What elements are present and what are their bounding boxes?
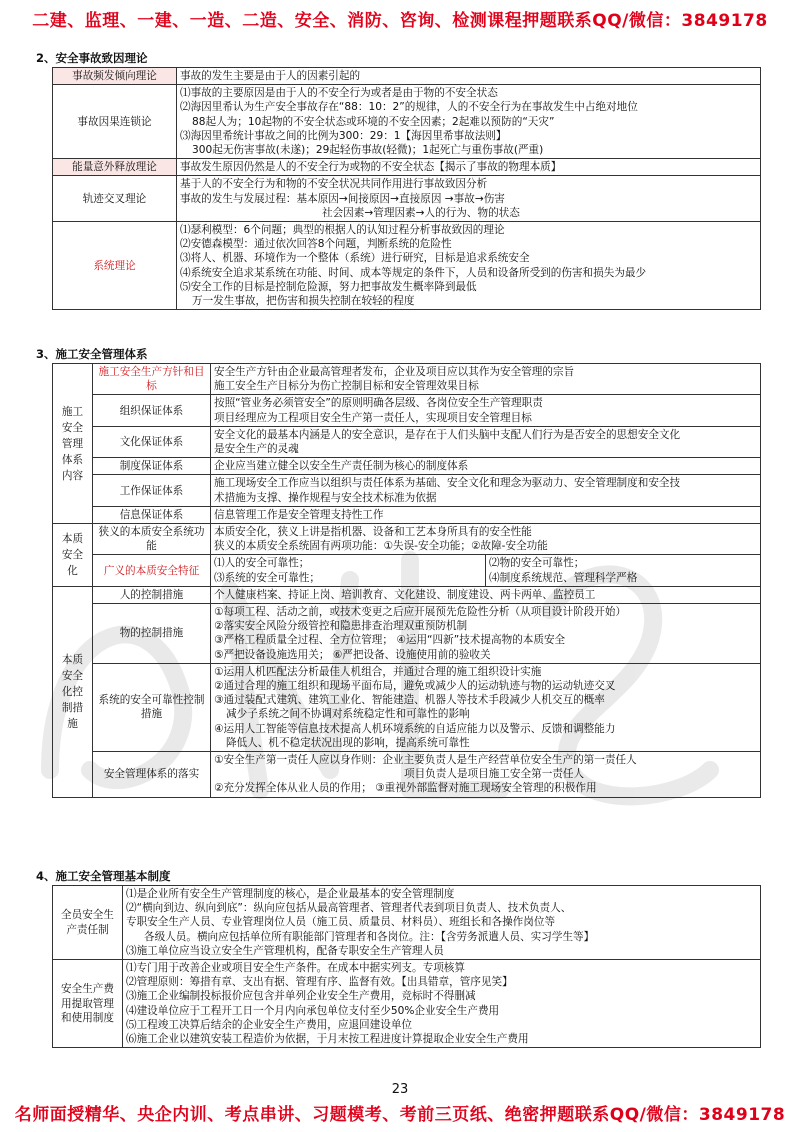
row-content <box>177 85 761 159</box>
row-content <box>486 555 761 586</box>
content-line: 施工安全生产目标分为伤亡控制目标和安全管理效果目标 <box>214 380 479 393</box>
group-label <box>53 524 93 587</box>
content-line: ⑷制度系统规范、管理科学严格 <box>489 571 638 584</box>
content-line: 基于人的不安全行为和物的不安全状况共同作用进行事故致因分析 <box>180 178 488 191</box>
content-line: 社会因素→管理因素→人的行为、物的状态 <box>322 206 520 219</box>
accident-causation-table <box>52 67 761 310</box>
basic-system-table <box>52 885 761 1048</box>
content-line: ⑴专门用于改善企业或项目安全生产条件。在成本中据实列支。专项核算 <box>126 962 465 975</box>
content-line: 本质安全化，狭义上讲是指机器、设备和工艺本身所具有的安全性能 <box>214 526 532 539</box>
table-row <box>53 458 761 475</box>
content-line: 项目经理应为工程项目安全生产第一责任人，实现项目安全管理目标 <box>214 411 532 424</box>
row-content <box>177 176 761 222</box>
row-key: 事故频发倾向理论 <box>53 68 177 85</box>
table-row <box>53 176 761 222</box>
group-label <box>53 364 93 524</box>
row-key: 安全管理体系的落实 <box>93 752 211 798</box>
section-4-title: 4、施工安全管理基本制度 <box>36 869 171 883</box>
content-line: 88起人为；10起物的不安全状态或环境的不安全因素；2起难以预防的“天灾” <box>192 115 555 128</box>
table-row <box>53 663 761 751</box>
group-label-text: 施工安全管理体系内容 <box>61 405 84 482</box>
content-line: ④运用人工智能等信息技术提高人机环境系统的自适应能力以及警示、反馈和调整能力 <box>214 722 616 735</box>
content-line: ⑵“横向到边、纵向到底”：纵向应包括从最高管理者、管理者代表到项目负责人、技术负责人、 <box>126 902 572 915</box>
row-content <box>211 426 761 457</box>
page-number: 23 <box>391 1082 409 1097</box>
row-content <box>211 604 761 664</box>
content-line: ①每项工程、活动之前，或技术变更之后应开展预先危险性分析（从项目设计阶段开始） <box>214 606 627 619</box>
row-content <box>123 960 761 1048</box>
content-line: 是安全生产的灵魂 <box>214 443 299 456</box>
table-row <box>53 886 761 960</box>
row-key: 能量意外释放理论 <box>53 159 177 176</box>
content-line: 术措施为支撑、操作规程与安全技术标准为依据 <box>214 491 437 504</box>
content-line: ③通过装配式建筑、建筑工业化、智能建造、机器人等技术手段减少人机交互的概率 <box>214 694 605 707</box>
content-line: ⑤严把设备设施选用关； ⑥严把设备、设施使用前的验收关 <box>214 648 491 661</box>
table-row <box>53 524 761 555</box>
row-content <box>211 663 761 751</box>
content-line: ⑴是企业所有安全生产管理制度的核心，是企业最基本的安全管理制度 <box>126 888 455 900</box>
row-content <box>177 68 761 85</box>
row-key: 制度保证体系 <box>93 458 211 475</box>
table-row <box>53 752 761 798</box>
row-key: 组织保证体系 <box>93 395 211 426</box>
table-row <box>53 222 761 310</box>
row-key: 全员安全生产责任制 <box>53 886 123 960</box>
content-line: ②落实安全风险分级管控和隐患排查治理双重预防机制 <box>214 620 468 633</box>
table-row <box>53 475 761 506</box>
row-key: 轨迹交叉理论 <box>53 176 177 222</box>
row-content <box>211 395 761 426</box>
content-line: ⑴人的安全可靠性； <box>214 557 310 570</box>
table-row <box>53 586 761 603</box>
row-key: 人的控制措施 <box>93 586 211 603</box>
content-line: 万一发生事故，把伤害和损失控制在较轻的程度 <box>192 295 415 308</box>
content-line: 事故的发生与发展过程：基本原因→间接原因→直接原因 →事故→伤害 <box>180 192 505 205</box>
content-line: ⑷系统安全追求某系统在功能、时间、成本等规定的条件下，人员和设备所受到的伤害和损失为最少 <box>180 266 647 279</box>
row-content <box>211 506 761 523</box>
content-line: 事故的发生主要是由于人的因素引起的 <box>180 70 361 82</box>
content-line: 300起无伤害事故(未遂)；29起轻伤事故(轻微)；1起死亡与重伤事故(严重) <box>192 144 544 157</box>
content-line: 项目负责人是项目施工安全第一责任人 <box>404 768 585 781</box>
row-key: 施工安全生产方针和目标 <box>93 364 211 395</box>
content-line: ⑶系统的安全可靠性； <box>214 571 320 584</box>
content-line: 狭义的本质安全系统固有两项功能：①失误-安全功能；②故障-安全功能 <box>214 540 548 553</box>
content-line: 信息管理工作是安全管理支持性工作 <box>214 508 384 521</box>
row-key: 文化保证体系 <box>93 426 211 457</box>
row-key: 广义的本质安全特征 <box>93 555 211 586</box>
section-2-title: 2、安全事故致因理论 <box>36 51 148 65</box>
content-line: ③严格工程质量全过程、全方位管理； ④运用“四新”技术提高物的本质安全 <box>214 634 566 647</box>
header-banner: 二建、监理、一建、一造、二造、安全、消防、咨询、检测课程押题联系QQ/微信：3849178 <box>32 11 768 31</box>
content-line: 施工现场安全工作应当以组织与责任体系为基础、安全文化和理念为驱动力、安全管理制度和安全技 <box>214 477 681 490</box>
content-line: ②充分发挥全体从业人员的作用； ③重视外部监督对施工现场安全管理的积极作用 <box>214 782 597 795</box>
row-key: 安全生产费用提取管理和使用制度 <box>53 960 123 1048</box>
row-content <box>211 458 761 475</box>
row-key: 事故因果连锁论 <box>53 85 177 159</box>
row-content <box>177 159 761 176</box>
row-key: 信息保证体系 <box>93 506 211 523</box>
table-row <box>53 364 761 395</box>
content-line: ⑶施工企业编制投标报价应包含并单列企业安全生产费用，竞标时不得删减 <box>126 990 476 1003</box>
table-row <box>53 85 761 159</box>
content-line: 专职安全生产人员、专业管理岗位人员（施工员、质量员、材料员）、班组长和各操作岗位等 <box>126 916 556 929</box>
row-content <box>177 222 761 310</box>
content-line: ⑶将人、机器、环境作为一个整体（系统）进行研究，目标是追求系统安全 <box>180 252 530 265</box>
row-content <box>211 586 761 603</box>
content-line: ②通过合理的施工组织和现场平面布局，避免或减少人的运动轨迹与物的运动轨迹交叉 <box>214 680 616 693</box>
row-key: 系统理论 <box>53 222 177 310</box>
section-3-title: 3、施工安全管理体系 <box>36 347 148 361</box>
content-line: 安全生产方针由企业最高管理者发布，企业及项目应以其作为安全管理的宗旨 <box>214 366 575 378</box>
content-line: 个人健康档案、持证上岗、培训教育、文化建设、制度建设、两卡两单、监控员工 <box>214 588 596 601</box>
content-line: 减少子系统之间不协调对系统稳定性和可靠性的影响 <box>226 708 470 721</box>
table-row <box>53 426 761 457</box>
row-content <box>211 752 761 798</box>
footer-banner: 名师面授精华、央企内训、考点串讲、习题模考、考前三页纸、绝密押题联系QQ/微信：3849178 <box>14 1105 786 1125</box>
group-label-text: 本质安全化控制措施 <box>61 653 84 730</box>
content-line: ⑶施工单位应当设立安全生产管理机构，配备专职安全生产管理人员 <box>126 944 444 957</box>
table-row <box>53 604 761 664</box>
content-line: ①安全生产第一责任人应以身作则：企业主要负责人是生产经营单位安全生产的第一责任人 <box>214 754 637 767</box>
table-row <box>53 395 761 426</box>
row-key: 狭义的本质安全系统功能 <box>93 524 211 555</box>
content-line: 降低人、机不稳定状况出现的影响，提高系统可靠性 <box>226 736 470 749</box>
content-line: ⑵管理原则：筹措有章、支出有据、管理有序、监督有效。【出具错章，管序见笑】 <box>126 976 513 989</box>
row-content <box>211 524 761 555</box>
content-line: ⑴事故的主要原因是由于人的不安全行为或者是由于物的不安全状态 <box>180 87 498 100</box>
row-content <box>211 555 486 586</box>
table-row <box>53 68 761 85</box>
content-line: ⑸工程竣工决算后结余的企业安全生产费用，应退回建设单位 <box>126 1018 413 1031</box>
row-content <box>211 364 761 395</box>
content-line: 企业应当建立健全以安全生产责任制为核心的制度体系 <box>214 460 469 473</box>
row-content <box>211 475 761 506</box>
row-key: 工作保证体系 <box>93 475 211 506</box>
content-line: 事故发生原因仍然是人的不安全行为或物的不安全状态【揭示了事故的物理本质】 <box>180 161 562 174</box>
content-line: 安全文化的最基本内涵是人的安全意识，是存在于人们头脑中支配人们行为是否安全的思想安全文化 <box>214 428 681 441</box>
content-line: ⑹施工企业以建筑安装工程造价为依据，于月末按工程进度计算提取企业安全生产费用 <box>126 1033 529 1046</box>
table-row <box>53 506 761 523</box>
table-row <box>53 555 761 586</box>
content-line: ⑷建设单位应于工程开工日一个月内向承包单位支付至少50%企业安全生产费用 <box>126 1004 500 1017</box>
table-row <box>53 159 761 176</box>
row-key: 物的控制措施 <box>93 604 211 664</box>
content-line: ⑵物的安全可靠性； <box>489 557 585 570</box>
content-line: 按照“管业务必须管安全”的原则明确各层级、各岗位安全生产管理职责 <box>214 397 543 410</box>
row-key: 系统的安全可靠性控制措施 <box>93 663 211 751</box>
content-line: ⑸安全工作的目标是控制危险源，努力把事故发生概率降到最低 <box>180 280 477 293</box>
safety-management-table <box>52 363 761 798</box>
group-label <box>53 586 93 797</box>
row-content <box>123 886 761 960</box>
content-line: ⑴瑟利模型：6个问题；典型的根据人的认知过程分析事故致因的理论 <box>180 224 505 237</box>
content-line: ⑵安德森模型：通过依次回答8个问题，判断系统的危险性 <box>180 238 452 251</box>
content-line: 各级人员。横向应包括单位所有职能部门管理者和各岗位。注：【含劳务派遣人员、实习学生等】 <box>144 930 595 943</box>
group-label-text: 本质安全化 <box>61 532 84 577</box>
content-line: ⑶海因里希统计事故之间的比例为300：29：1【海因里希事故法则】 <box>180 129 507 142</box>
content-line: ①运用人机匹配法分析最佳人机组合，并通过合理的施工组织设计实施 <box>214 665 542 678</box>
content-line: ⑵海因里希认为生产安全事故存在“88：10：2”的规律，人的不安全行为在事故发生中占绝对地位 <box>180 101 638 114</box>
table-row <box>53 960 761 1048</box>
